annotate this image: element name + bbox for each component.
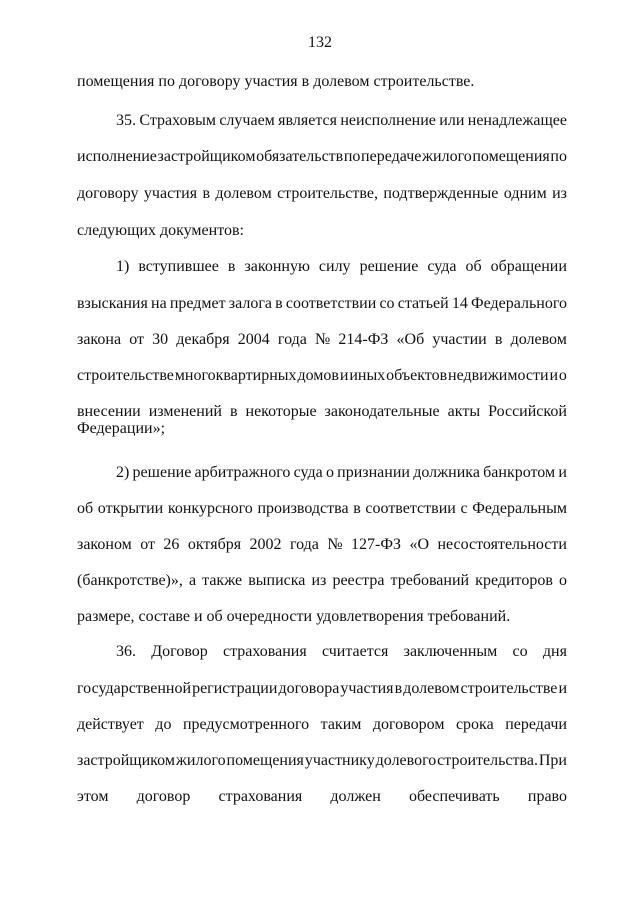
text-line: об открытии конкурсного производства в соответствии с Федеральным: [77, 500, 567, 517]
text-line: 2) решение арбитражного суда о признании должника банкротом и: [116, 464, 567, 481]
text-line: следующих документов:: [77, 222, 244, 239]
text-line: государственной регистрации договора участия в долевом строительстве и: [77, 680, 567, 697]
text-line: взыскания на предмет залога в соответствии со статьей 14 Федерального: [77, 295, 567, 312]
text-line: законом от 26 октября 2002 года № 127-ФЗ «О несостоятельности: [77, 536, 567, 553]
text-line: этом договор страхования должен обеспечивать право: [77, 788, 567, 805]
text-line: (банкротстве)», а также выписка из реестра требований кредиторов о: [77, 572, 567, 589]
text-line: помещения по договору участия в долевом строительстве.: [77, 73, 475, 90]
text-line: внесении изменений в некоторые законодательные акты Российской: [77, 403, 567, 420]
text-line: договору участия в долевом строительстве, подтвержденные одним из: [77, 185, 567, 202]
text-line: исполнение застройщиком обязательств по передаче жилого помещения по: [77, 148, 567, 165]
text-line: строительстве многоквартирных домов и иных объектов недвижимости и о: [77, 367, 567, 384]
text-line: действует до предусмотренного таким договором срока передачи: [77, 716, 567, 733]
text-line: 36. Договор страхования считается заключенным со дня: [116, 643, 567, 660]
text-line: размере, составе и об очередности удовлетворения требований.: [77, 608, 511, 625]
text-line: застройщиком жилого помещения участнику долевого строительства. При: [77, 752, 567, 769]
text-line: 35. Страховым случаем является неисполнение или ненадлежащее: [116, 112, 567, 129]
text-line: Федерации»;: [77, 420, 166, 437]
text-line: 1) вступившее в законную силу решение суда об обращении: [116, 258, 567, 275]
text-line: закона от 30 декабря 2004 года № 214-ФЗ «Об участии в долевом: [77, 331, 567, 348]
page-number: 132: [308, 34, 332, 51]
